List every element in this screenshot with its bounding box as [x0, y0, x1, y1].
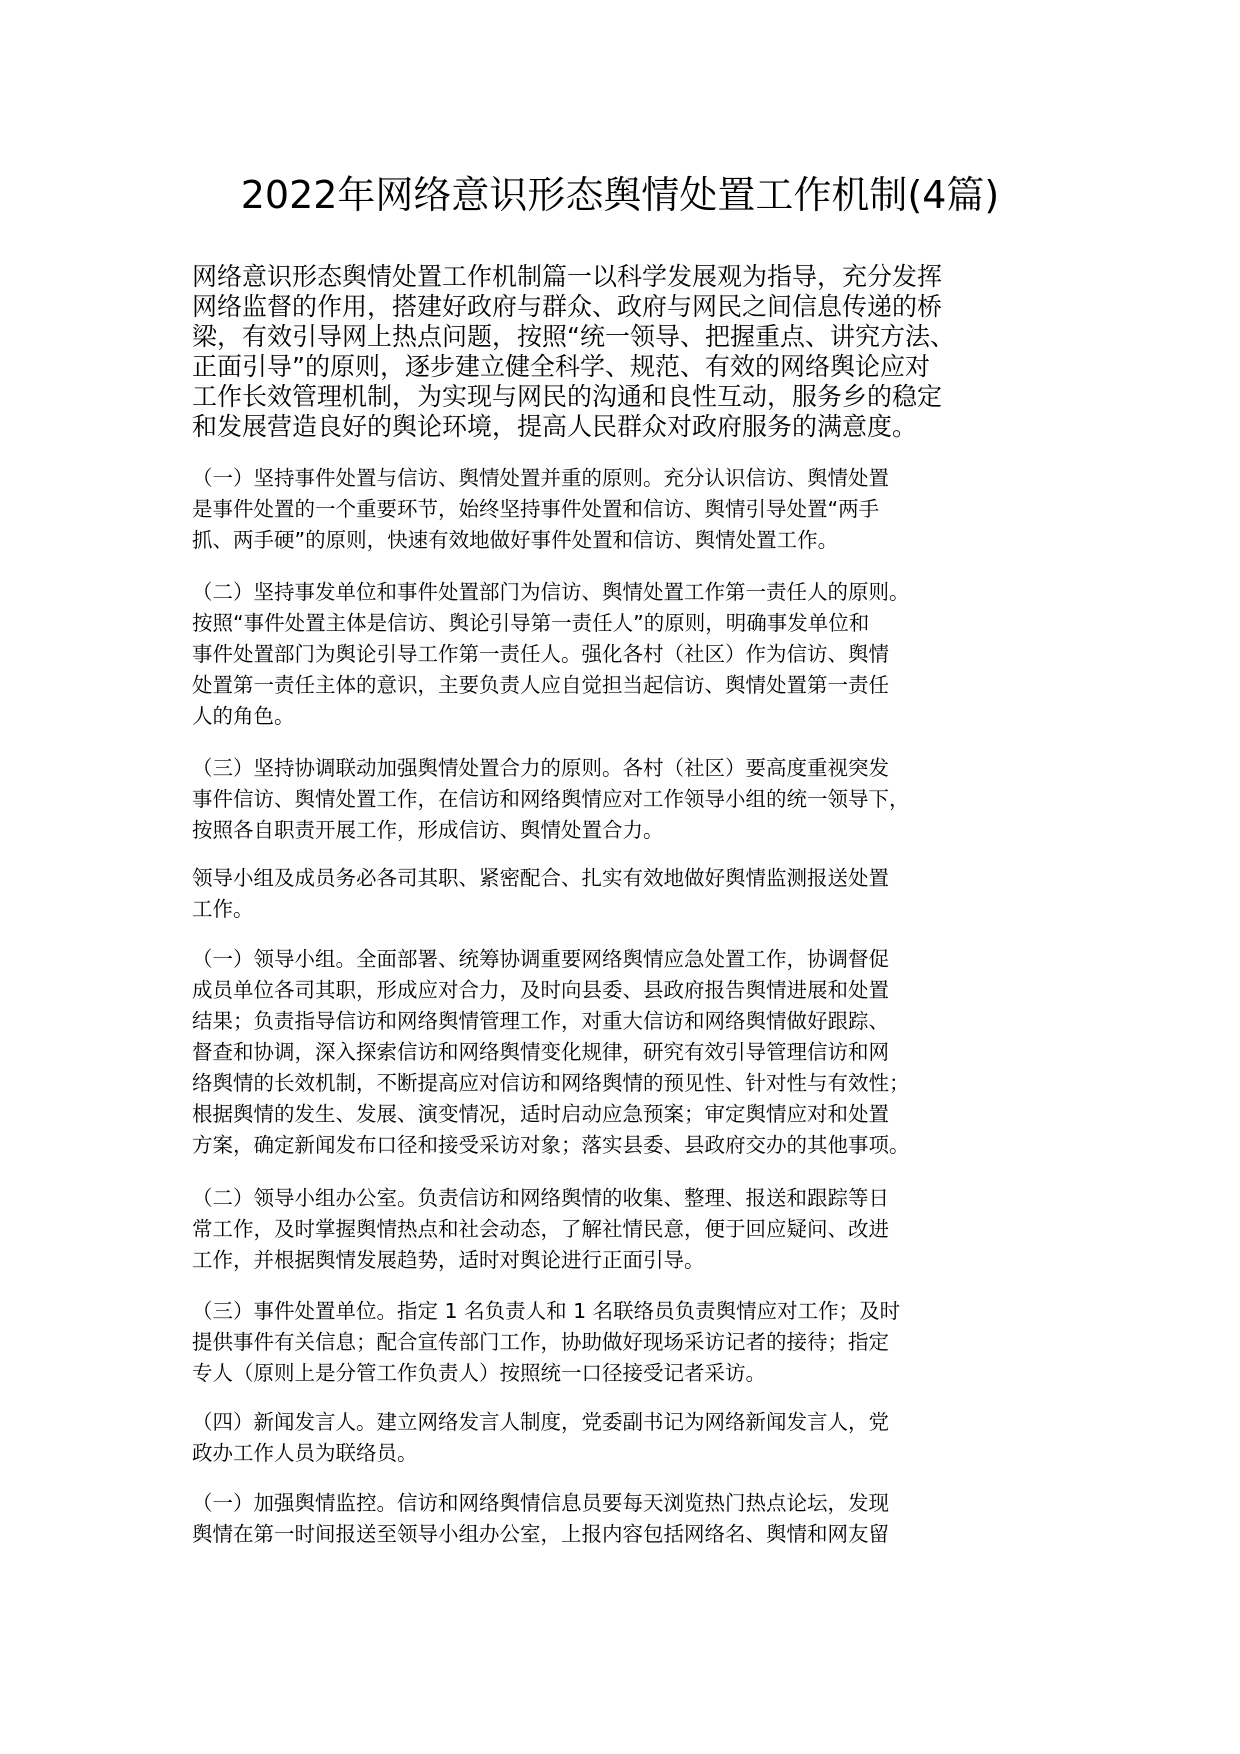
intro-paragraph: [192, 262, 955, 442]
intro-line: 网络监督的作用，搭建好政府与群众、政府与网民之间信息传递的桥: [192, 292, 943, 321]
paragraph-line: 按照“事件处置主体是信访、舆论引导第一责任人”的原则，明确事发单位和: [192, 611, 870, 635]
paragraph-line: 专人（原则上是分管工作负责人）按照统一口径接受记者采访。: [192, 1361, 766, 1385]
paragraph-line: （一）加强舆情监控。信访和网络舆情信息员要每天浏览热门热点论坛，发现: [192, 1491, 889, 1515]
paragraph-line: 常工作，及时掌握舆情热点和社会动态，了解社情民意，便于回应疑问、改进: [192, 1217, 889, 1241]
intro-line: 梁，有效引导网上热点问题，按照“统一领导、把握重点、讲究方法、: [192, 322, 955, 351]
intro-line: 和发展营造良好的舆论环境，提高人民群众对政府服务的满意度。: [192, 412, 918, 441]
paragraph-line: （三）事件处置单位。指定 1 名负责人和 1 名联络员负责舆情应对工作；及时: [192, 1299, 901, 1323]
intro-line: 正面引导”的原则，逐步建立健全科学、规范、有效的网络舆论应对: [192, 352, 930, 381]
paragraph-line: 处置第一责任主体的意识，主要负责人应自觉担当起信访、舆情处置第一责任: [192, 673, 889, 697]
paragraph-line: 工作。: [192, 897, 254, 921]
paragraph-handling-unit: [192, 1296, 900, 1389]
paragraph-line: （一）坚持事件处置与信访、舆情处置并重的原则。充分认识信访、舆情处置: [192, 466, 889, 490]
paragraph-line: （三）坚持协调联动加强舆情处置合力的原则。各村（社区）要高度重视突发: [192, 756, 889, 780]
paragraph-line: 事件信访、舆情处置工作，在信访和网络舆情应对工作领导小组的统一领导下，: [192, 787, 910, 811]
paragraph-duties-intro: [192, 863, 889, 925]
paragraph-line: 提供事件有关信息；配合宣传部门工作，协助做好现场采访记者的接待；指定: [192, 1330, 889, 1354]
paragraph-line: 结果；负责指导信访和网络舆情管理工作，对重大信访和网络舆情做好跟踪、: [192, 1009, 889, 1033]
paragraph-line: 工作，并根据舆情发展趋势，适时对舆论进行正面引导。: [192, 1248, 705, 1272]
paragraph-line: 络舆情的长效机制，不断提高应对信访和网络舆情的预见性、针对性与有效性；: [192, 1071, 910, 1095]
paragraph-monitoring: [192, 1488, 889, 1550]
paragraph-line: （二）领导小组办公室。负责信访和网络舆情的收集、整理、报送和跟踪等日: [192, 1186, 889, 1210]
paragraph-line: （一）领导小组。全面部署、统筹协调重要网络舆情应急处置工作，协调督促: [192, 947, 889, 971]
paragraph-principle-3: [192, 753, 910, 846]
paragraph-line: 领导小组及成员务必各司其职、紧密配合、扎实有效地做好舆情监测报送处置: [192, 866, 889, 890]
paragraph-line: 抓、两手硬”的原则，快速有效地做好事件处置和信访、舆情处置工作。: [192, 528, 839, 552]
paragraph-group-office: [192, 1183, 889, 1276]
paragraph-line: 按照各自职责开展工作，形成信访、舆情处置合力。: [192, 818, 664, 842]
paragraph-line: 事件处置部门为舆论引导工作第一责任人。强化各村（社区）作为信访、舆情: [192, 642, 889, 666]
document-title: 2022年网络意识形态舆情处置工作机制(4篇): [240, 173, 1000, 217]
paragraph-line: 方案，确定新闻发布口径和接受采访对象；落实县委、县政府交办的其他事项。: [192, 1133, 910, 1157]
paragraph-line: 是事件处置的一个重要环节，始终坚持事件处置和信访、舆情引导处置“两手: [192, 497, 880, 521]
paragraph-leading-group: [192, 944, 910, 1161]
paragraph-line: 人的角色。: [192, 704, 295, 728]
paragraph-principle-2: [192, 577, 910, 732]
paragraph-principle-1: [192, 463, 889, 556]
paragraph-line: 舆情在第一时间报送至领导小组办公室，上报内容包括网络名、舆情和网友留: [192, 1522, 889, 1546]
paragraph-spokesperson: [192, 1407, 889, 1469]
intro-line: 网络意识形态舆情处置工作机制篇一以科学发展观为指导，充分发挥: [192, 262, 943, 291]
paragraph-line: （二）坚持事发单位和事件处置部门为信访、舆情处置工作第一责任人的原则。: [192, 580, 910, 604]
paragraph-line: （四）新闻发言人。建立网络发言人制度，党委副书记为网络新闻发言人，党: [192, 1410, 889, 1434]
paragraph-line: 成员单位各司其职，形成应对合力，及时向县委、县政府报告舆情进展和处置: [192, 978, 889, 1002]
intro-line: 工作长效管理机制，为实现与网民的沟通和良性互动，服务乡的稳定: [192, 382, 943, 411]
paragraph-line: 政办工作人员为联络员。: [192, 1441, 418, 1465]
paragraph-line: 根据舆情的发生、发展、演变情况，适时启动应急预案；审定舆情应对和处置: [192, 1102, 889, 1126]
paragraph-line: 督查和协调，深入探索信访和网络舆情变化规律，研究有效引导管理信访和网: [192, 1040, 889, 1064]
